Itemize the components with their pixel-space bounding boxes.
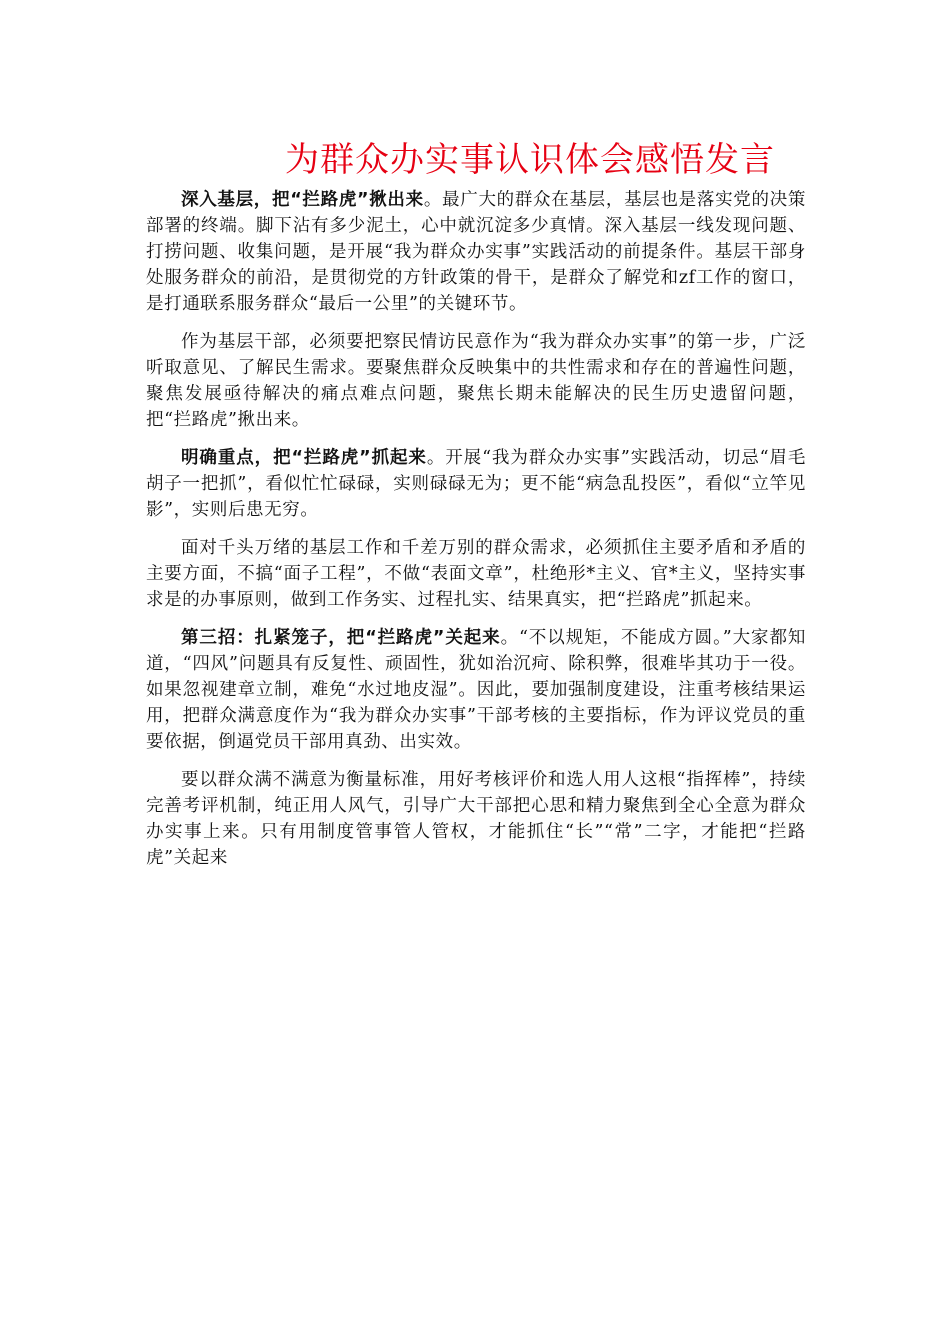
paragraph-2-text: 作为基层干部，必须要把察民情访民意作为“我为群众办实事”的第一步，广泛听取意见、了解民生需求。要聚焦群众反映集中的共性需求和存在的普遍性问题，聚焦发展亟待解决的痛点难点问题，聚焦长期未能解决的民生历史遗留问题，把“拦路虎”揪出来。 [146, 332, 806, 430]
paragraph-1-heading: 深入基层，把“拦路虎”揪出来 [181, 190, 424, 210]
paragraph-5-text: 。“不以规矩，不能成方圆。”大家都知道，“四风”问题具有反复性、顽固性，犹如治沉疴、除积弊，很难毕其功于一役。如果忽视建章立制，难免“水过地皮湿”。因此，要加强制度建设，注重考核结果运用，把群众满意度作为“我为群众办实事”干部考核的主要指标，作为评议党员的重要依据，倒逼党员干部用真劲、出实效。 [146, 628, 806, 752]
paragraph-5-heading: 第三招：扎紧笼子，把“拦路虎”关起来 [181, 628, 501, 648]
paragraph-5 [146, 625, 806, 755]
paragraph-3-heading: 明确重点，把“拦路虎”抓起来 [181, 448, 427, 468]
paragraph-1-text: 。最广大的群众在基层，基层也是落实党的决策部署的终端。脚下沾有多少泥土，心中就沉淀多少真情。深入基层一线发现问题、打捞问题、收集问题，是开展“我为群众办实事”实践活动的前提条件。基层干部身处服务群众的前沿，是贯彻党的方针政策的骨干，是群众了解党和zf工作的窗口，是打通联系服务群众“最后一公里”的关键环节。 [146, 190, 806, 314]
document-body [146, 187, 806, 883]
paragraph-4 [146, 535, 806, 613]
document-title: 为群众办实事认识体会感悟发言 [285, 140, 775, 180]
paragraph-1 [146, 187, 806, 317]
paragraph-3 [146, 445, 806, 523]
paragraph-4-text: 面对千头万绪的基层工作和千差万别的群众需求，必须抓住主要矛盾和矛盾的主要方面，不搞“面子工程”，不做“表面文章”，杜绝形*主义、官*主义，坚持实事求是的办事原则，做到工作务实、过程扎实、结果真实，把“拦路虎”抓起来。 [146, 538, 806, 610]
paragraph-6-text: 要以群众满不满意为衡量标准，用好考核评价和选人用人这根“指挥棒”，持续完善考评机制，纯正用人风气，引导广大干部把心思和精力聚焦到全心全意为群众办实事上来。只有用制度管事管人管权，才能抓住“长”“常”二字，才能把“拦路虎”关起来 [146, 770, 806, 868]
paragraph-3-text: 。开展“我为群众办实事”实践活动，切忌“眉毛胡子一把抓”，看似忙忙碌碌，实则碌碌无为；更不能“病急乱投医”，看似“立竿见影”，实则后患无穷。 [146, 448, 806, 520]
paragraph-6 [146, 767, 806, 871]
paragraph-2 [146, 329, 806, 433]
